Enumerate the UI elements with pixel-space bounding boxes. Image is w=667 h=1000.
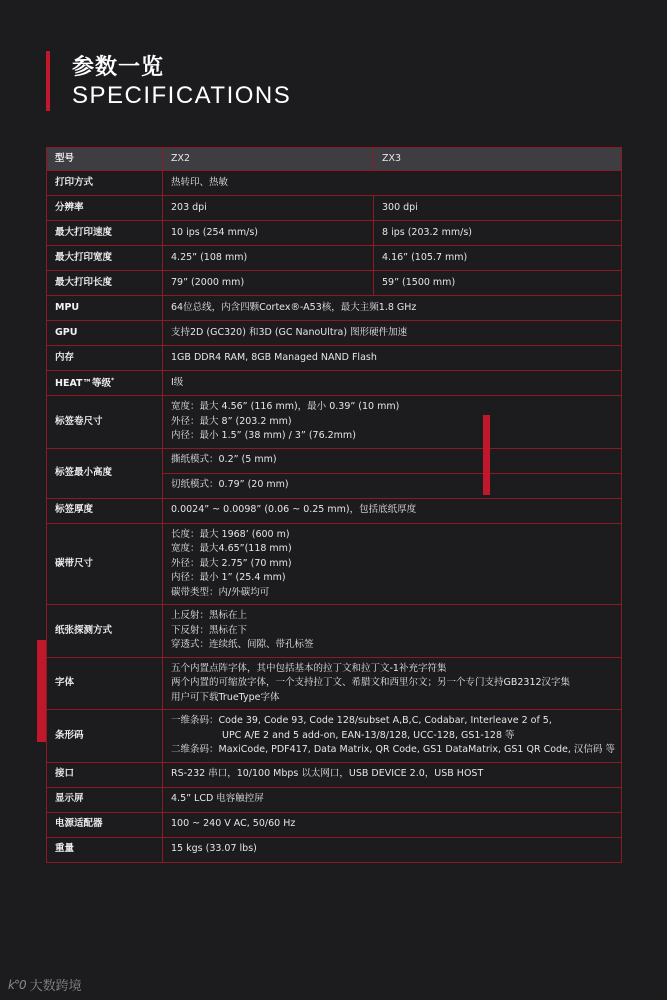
row-label: 标签卷尺寸 xyxy=(47,396,163,449)
value-line: 内径：最小 1” (25.4 mm) xyxy=(171,572,286,583)
value-line: 宽度：最大4.65”(118 mm) xyxy=(171,543,292,554)
row-label: MPU xyxy=(47,296,163,321)
table-row xyxy=(47,346,622,371)
logo-text: 大数跨境 xyxy=(29,979,82,994)
row-label: 分辨率 xyxy=(47,196,163,221)
table-row xyxy=(47,221,622,246)
row-label-heat xyxy=(47,371,163,396)
row-value-zx2: 203 dpi xyxy=(163,196,374,221)
value-line: 长度：最大 1968’ (600 m) xyxy=(171,528,290,540)
value-line: 二维条码：MaxiCode, PDF417, Data Matrix, QR Code, GS1 DataMatrix, GS1 QR Code, 汉信码 等 xyxy=(171,744,615,755)
header-model: 型号 xyxy=(47,148,163,171)
row-value-multiline xyxy=(163,657,622,710)
table-row xyxy=(47,787,622,812)
row-value-multiline xyxy=(163,523,622,605)
table-row xyxy=(47,321,622,346)
table-row xyxy=(47,246,622,271)
table-header-row xyxy=(47,148,622,171)
heat-label-text: HEAT™等级 xyxy=(55,378,112,390)
value-line: 外径：最大 8” (203.2 mm) xyxy=(171,415,292,427)
spec-table xyxy=(46,147,622,863)
logo-icon: k°0 xyxy=(8,977,26,992)
row-label: 接口 xyxy=(47,762,163,787)
decorative-red-bar-left xyxy=(37,640,46,742)
row-value: 4.5” LCD 电容触控屏 xyxy=(163,787,622,812)
row-value: 100 ~ 240 V AC, 50/60 Hz xyxy=(163,812,622,837)
row-value-zx3: 4.16” (105.7 mm) xyxy=(374,246,622,271)
table-row xyxy=(47,657,622,710)
row-value-zx2: 79” (2000 mm) xyxy=(163,271,374,296)
row-label: 标签厚度 xyxy=(47,498,163,523)
row-label: 重量 xyxy=(47,837,163,862)
row-value: Ⅰ级 xyxy=(163,371,622,396)
table-row xyxy=(47,837,622,862)
row-label: 电源适配器 xyxy=(47,812,163,837)
value-line: 外径：最大 2.75” (70 mm) xyxy=(171,557,292,569)
page-title-en: SPECIFICATIONS xyxy=(72,82,292,109)
decorative-red-bar-right xyxy=(483,415,490,495)
row-value: 0.0024” ~ 0.0098” (0.06 ~ 0.25 mm)，包括底纸厚度 xyxy=(163,498,622,523)
row-label: 打印方式 xyxy=(47,171,163,196)
table-row xyxy=(47,812,622,837)
row-value-multiline xyxy=(163,396,622,449)
row-value: RS-232 串口，10/100 Mbps 以太网口，USB DEVICE 2.0，USB HOST xyxy=(163,762,622,787)
value-line: 内径：最小 1.5” (38 mm) / 3” (76.2mm) xyxy=(171,430,356,441)
table-row xyxy=(47,296,622,321)
row-value-multiline xyxy=(163,605,622,658)
row-label: 最大打印长度 xyxy=(47,271,163,296)
watermark-logo xyxy=(8,975,82,994)
table-row xyxy=(47,710,622,763)
row-value-zx3: 59” (1500 mm) xyxy=(374,271,622,296)
title-accent-bar xyxy=(46,51,50,111)
table-row xyxy=(47,448,622,473)
page-title-cn: 参数一览 xyxy=(72,55,165,80)
table-row xyxy=(47,171,622,196)
row-value-zx2: 10 ips (254 mm/s) xyxy=(163,221,374,246)
row-value: 15 kgs (33.07 lbs) xyxy=(163,837,622,862)
table-row xyxy=(47,605,622,658)
value-line: 两个内置的可缩放字体，一个支持拉丁文、希腊文和西里尔文；另一个专门支持GB2312汉字集 xyxy=(171,677,571,688)
value-line: 用户可下载TrueType字体 xyxy=(171,691,280,703)
row-label: 字体 xyxy=(47,657,163,710)
value-line: 上反射：黑标在上 xyxy=(171,610,248,621)
value-line: 穿透式：连续纸、间隙、带孔标签 xyxy=(171,639,314,650)
value-line: 宽度：最大 4.56” (116 mm)，最小 0.39” (10 mm) xyxy=(171,401,400,412)
row-label: 内存 xyxy=(47,346,163,371)
value-line: 一维条码：Code 39, Code 93, Code 128/subset A,B,C, Codabar, Interleave 2 of 5, xyxy=(171,715,552,726)
value-line: 五个内置点阵字体，其中包括基本的拉丁文和拉丁文-1补充字符集 xyxy=(171,662,447,674)
table-row xyxy=(47,396,622,449)
header-zx3: ZX3 xyxy=(374,148,622,171)
row-value: 支持2D (GC320) 和3D (GC NanoUltra) 图形硬件加速 xyxy=(163,321,622,346)
value-line: 下反射：黑标在下 xyxy=(171,624,248,636)
heat-footnote-mark: * xyxy=(111,377,115,385)
row-label: 纸张探测方式 xyxy=(47,605,163,658)
table-row xyxy=(47,371,622,396)
row-value-zx3: 300 dpi xyxy=(374,196,622,221)
row-label: 显示屏 xyxy=(47,787,163,812)
table-row xyxy=(47,762,622,787)
row-value-zx2: 4.25” (108 mm) xyxy=(163,246,374,271)
row-label: 最大打印宽度 xyxy=(47,246,163,271)
header-zx2: ZX2 xyxy=(163,148,374,171)
value-line: 碳带类型：内/外碳均可 xyxy=(171,586,270,598)
row-label: 碳带尺寸 xyxy=(47,523,163,605)
row-label: 条形码 xyxy=(47,710,163,763)
row-value: 64位总线，内含四颗Cortex®-A53核，最大主频1.8 GHz xyxy=(163,296,622,321)
row-label: 标签最小高度 xyxy=(47,448,163,498)
row-label: 最大打印速度 xyxy=(47,221,163,246)
table-row xyxy=(47,523,622,605)
table-row xyxy=(47,196,622,221)
row-value-multiline xyxy=(163,710,622,763)
row-label: GPU xyxy=(47,321,163,346)
row-value: 热转印、热敏 xyxy=(163,171,622,196)
row-value: 1GB DDR4 RAM, 8GB Managed NAND Flash xyxy=(163,346,622,371)
table-row xyxy=(47,498,622,523)
table-row xyxy=(47,271,622,296)
row-value-zx3: 8 ips (203.2 mm/s) xyxy=(374,221,622,246)
value-line: UPC A/E 2 and 5 add-on, EAN-13/8/128, UCC-128, GS1-128 等 xyxy=(222,729,515,741)
row-value-cut: 切纸模式：0.79” (20 mm) xyxy=(163,473,622,498)
row-value-tear: 撕纸模式：0.2” (5 mm) xyxy=(163,448,622,473)
